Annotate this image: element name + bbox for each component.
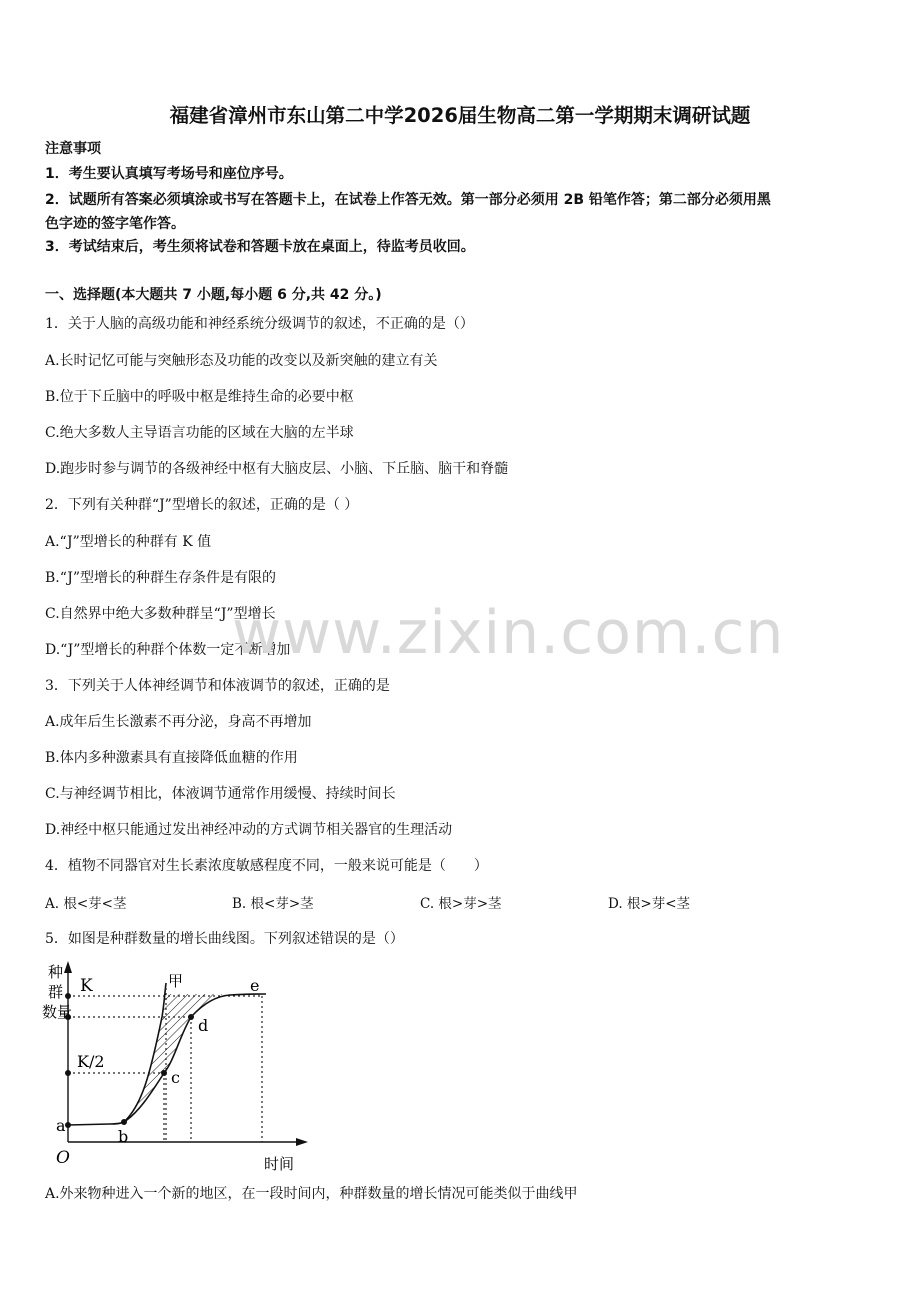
y-label-1: 种 [48,963,64,981]
section-heading: 一、选择题(本大题共 7 小题,每小题 6 分,共 42 分。) [45,287,382,303]
curve-jia-label: 甲 [168,972,184,990]
question-4-stem: 4．植物不同器官对生长素浓度敏感程度不同，一般来说可能是（ ） [45,858,488,874]
question-2-option-c: C.自然界中绝大多数种群呈“J”型增长 [45,606,276,622]
question-5-stem: 5．如图是种群数量的增长曲线图。下列叙述错误的是（） [45,931,404,947]
question-2-option-a: A.“J”型增长的种群有 K 值 [45,534,212,550]
question-2-stem: 2．下列有关种群“J”型增长的叙述，正确的是（ ） [45,497,359,513]
question-5-option-a: A.外来物种进入一个新的地区，在一段时间内，种群数量的增长情况可能类似于曲线甲 [45,1186,578,1202]
y-label-2: 群 [48,983,64,1001]
question-3-option-c: C.与神经调节相比，体液调节通常作用缓慢、持续时间长 [45,786,396,802]
y-label-3: 数量 [42,1003,73,1021]
point-c-label: c [171,1068,180,1087]
question-1-option-b: B.位于下丘脑中的呼吸中枢是维持生命的必要中枢 [45,389,354,405]
question-3-option-d: D.神经中枢只能通过发出神经冲动的方式调节相关器官的生理活动 [45,822,453,838]
page-title: 福建省漳州市东山第二中学2026届生物高二第一学期期末调研试题 [169,104,751,127]
point-a [65,1122,71,1128]
hatched-area [124,994,225,1122]
half-k-label: K/2 [77,1052,105,1071]
x-axis-arrow [296,1138,308,1146]
question-4-option-a: A. 根<芽<茎 [45,896,127,912]
origin-label: O [56,1148,70,1168]
question-1-option-c: C.绝大多数人主导语言功能的区域在大脑的左半球 [45,425,354,441]
y-axis-arrow [64,961,72,973]
notice-item-2-cont: 色字迹的签字笔作答。 [45,216,185,232]
point-b [121,1119,127,1125]
question-2-option-b: B.“J”型增长的种群生存条件是有限的 [45,570,276,586]
point-d-label: d [198,1016,209,1035]
notice-item-2: 2．试题所有答案必须填涂或书写在答题卡上，在试卷上作答无效。第一部分必须用 2B 铅笔作答；第二部分必须用黑 [45,192,771,208]
notice-item-1: 1．考生要认真填写考场号和座位序号。 [45,166,293,182]
point-d [188,1014,194,1020]
population-growth-figure [40,955,320,1180]
question-3-option-a: A.成年后生长激素不再分泌，身高不再增加 [45,714,312,730]
k-label: K [80,976,93,996]
point-c [161,1070,167,1076]
question-1-option-a: A.长时记忆可能与突触形态及功能的改变以及新突触的建立有关 [45,353,438,369]
point-half-k [65,1070,71,1076]
question-1-option-d: D.跑步时参与调节的各级神经中枢有大脑皮层、小脑、下丘脑、脑干和脊髓 [45,461,509,477]
question-3-option-b: B.体内多种激素具有直接降低血糖的作用 [45,750,298,766]
s-curve [124,994,266,1122]
question-4-option-c: C. 根>芽>茎 [420,896,502,912]
question-2-option-d: D.“J”型增长的种群个体数一定不断增加 [45,642,291,658]
question-3-stem: 3．下列关于人体神经调节和体液调节的叙述，正确的是 [45,678,390,694]
question-1-stem: 1．关于人脑的高级功能和神经系统分级调节的叙述，不正确的是（） [45,316,474,332]
point-k [65,993,71,999]
notice-heading: 注意事项 [45,141,101,157]
question-4-option-d: D. 根>芽<茎 [608,896,691,912]
point-a-label: a [56,1116,66,1135]
watermark: www.zixin.com.cn [232,598,785,668]
point-b-label: b [118,1127,129,1146]
question-4-option-b: B. 根<芽>茎 [232,896,314,912]
point-e-label: e [250,976,260,995]
x-label: 时间 [264,1155,295,1173]
notice-item-3: 3．考试结束后，考生须将试卷和答题卡放在桌面上，待监考员收回。 [45,239,475,255]
